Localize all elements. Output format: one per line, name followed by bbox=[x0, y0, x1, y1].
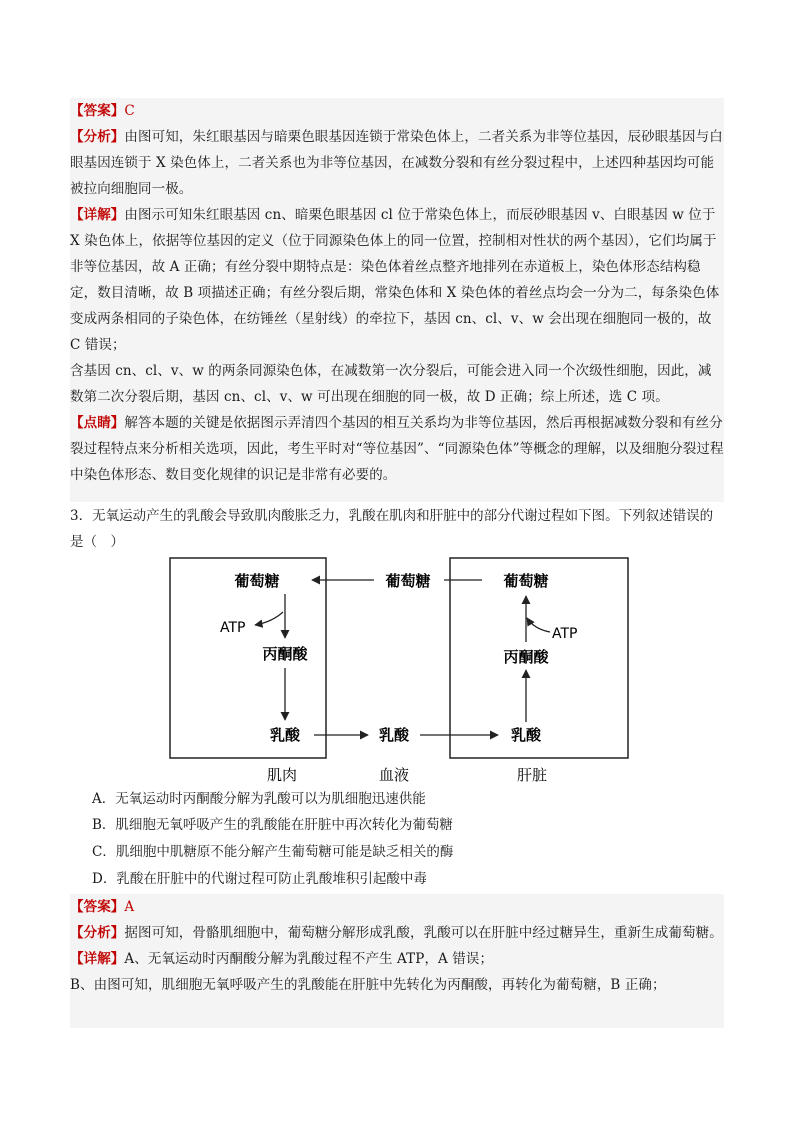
point-text: 解答本题的关键是依据图示弄清四个基因的相互关系均为非等位基因，然后再根据减数分裂和有丝分裂过程特点来分析相关选项，因此，考生平时对“等位基因”、“同源染色体”等概念的理解，以及细胞分裂过程中染色体形态、数目变化规律的识记是非常有必要的。 bbox=[70, 415, 724, 483]
answer-value: C bbox=[124, 103, 135, 119]
detail-text: 由图示可知朱红眼基因 cn、暗栗色眼基因 cl 位于常染色体上，而辰砂眼基因 v、白眼基因 w 位于 X 染色体上，依据等位基因的定义（位于同源染色体上的同一位置，控制相对性状的两个基因），它们均属于非等位基因，故 A 正确；有丝分裂中期特点是：染色体着丝点整齐地排列在赤道板上，染色体形态结构稳定，数目清晰，故 B 项描述正确；有丝分裂后期，常染色体和 X 染色体的着丝点均会一分为二，每条染色体变成两条相同的子染色体，在纺锤丝（星射线）的牵拉下，基因 cn、cl、v、w 会出现在细胞同一极的，故 C 错误； bbox=[70, 207, 720, 353]
label-muscle: 肌肉 bbox=[266, 766, 298, 784]
q3-analysis bbox=[70, 920, 724, 946]
metabolism-diagram bbox=[162, 552, 632, 792]
blood-glucose: 葡萄糖 bbox=[385, 572, 431, 590]
prev-detail bbox=[70, 202, 724, 358]
label-blood: 血液 bbox=[378, 766, 410, 784]
option-a: A．无氧运动时丙酮酸分解为乳酸可以为肌细胞迅速供能 bbox=[92, 791, 426, 807]
q3-detail-tag: 【详解】 bbox=[70, 951, 125, 967]
analysis-tag: 【分析】 bbox=[70, 129, 125, 145]
prev-point bbox=[70, 410, 724, 488]
muscle-atp: ATP bbox=[220, 620, 246, 636]
liver-lactate: 乳酸 bbox=[510, 726, 542, 744]
prev-explanation bbox=[70, 98, 724, 502]
option-c: C．肌细胞中肌糖原不能分解产生葡萄糖可能是缺乏相关的酶 bbox=[92, 844, 454, 860]
label-liver: 肝脏 bbox=[516, 766, 548, 784]
question-3-stem: 3．无氧运动产生的乳酸会导致肌肉酸胀乏力，乳酸在肌肉和肝脏中的部分代谢过程如下图。下列叙述错误的是（ ） bbox=[70, 508, 714, 550]
prev-answer bbox=[70, 98, 724, 124]
prev-analysis bbox=[70, 124, 724, 202]
answer-tag: 【答案】 bbox=[70, 103, 125, 119]
point-tag: 【点睛】 bbox=[70, 415, 125, 431]
q3-answer bbox=[70, 894, 724, 920]
q3-analysis-text: 据图可知，骨骼肌细胞中，葡萄糖分解形成乳酸，乳酸可以在肝脏中经过糖异生，重新生成葡萄糖。 bbox=[124, 925, 723, 941]
q3-detail bbox=[70, 946, 724, 972]
q3-detail-b: B、由图可知，肌细胞无氧呼吸产生的乳酸能在肝脏中先转化为丙酮酸，再转化为葡萄糖，B 正确； bbox=[70, 977, 666, 993]
option-d: D．乳酸在肝脏中的代谢过程可防止乳酸堆积引起酸中毒 bbox=[92, 871, 427, 887]
detail-tag: 【详解】 bbox=[70, 207, 125, 223]
arrow-liver-atp bbox=[527, 618, 550, 632]
muscle-pyruvate: 丙酮酸 bbox=[262, 645, 308, 663]
q3-explanation bbox=[70, 894, 724, 1028]
q3-answer-tag: 【答案】 bbox=[70, 899, 125, 915]
q3-analysis-tag: 【分析】 bbox=[70, 925, 125, 941]
liver-atp: ATP bbox=[552, 626, 578, 642]
option-b: B．肌细胞无氧呼吸产生的乳酸能在肝脏中再次转化为葡萄糖 bbox=[92, 817, 453, 833]
prev-detail-2: 含基因 cn、cl、v、w 的两条同源染色体，在减数第一次分裂后，可能会进入同一个次级性细胞，因此，减数第二次分裂后期，基因 cn、cl、v、w 可出现在细胞的同一极，故 D 正确；综上所述，选 C 项。 bbox=[70, 363, 712, 405]
arrow-muscle-atp bbox=[255, 612, 283, 625]
analysis-text: 由图可知，朱红眼基因与暗栗色眼基因连锁于常染色体上，二者关系为非等位基因，辰砂眼基因与白眼基因连锁于 X 染色体上，二者关系也为非等位基因，在减数分裂和有丝分裂过程中，上述四种基因均可能被拉向细胞同一极。 bbox=[70, 129, 723, 197]
q3-answer-value: A bbox=[124, 899, 135, 915]
liver-pyruvate: 丙酮酸 bbox=[503, 648, 549, 666]
blood-lactate: 乳酸 bbox=[378, 726, 410, 744]
muscle-glucose: 葡萄糖 bbox=[234, 572, 280, 590]
liver-glucose: 葡萄糖 bbox=[503, 572, 549, 590]
muscle-lactate: 乳酸 bbox=[269, 726, 301, 744]
q3-detail-a: A、无氧运动时丙酮酸分解为乳酸过程不产生 ATP，A 错误； bbox=[124, 951, 494, 967]
